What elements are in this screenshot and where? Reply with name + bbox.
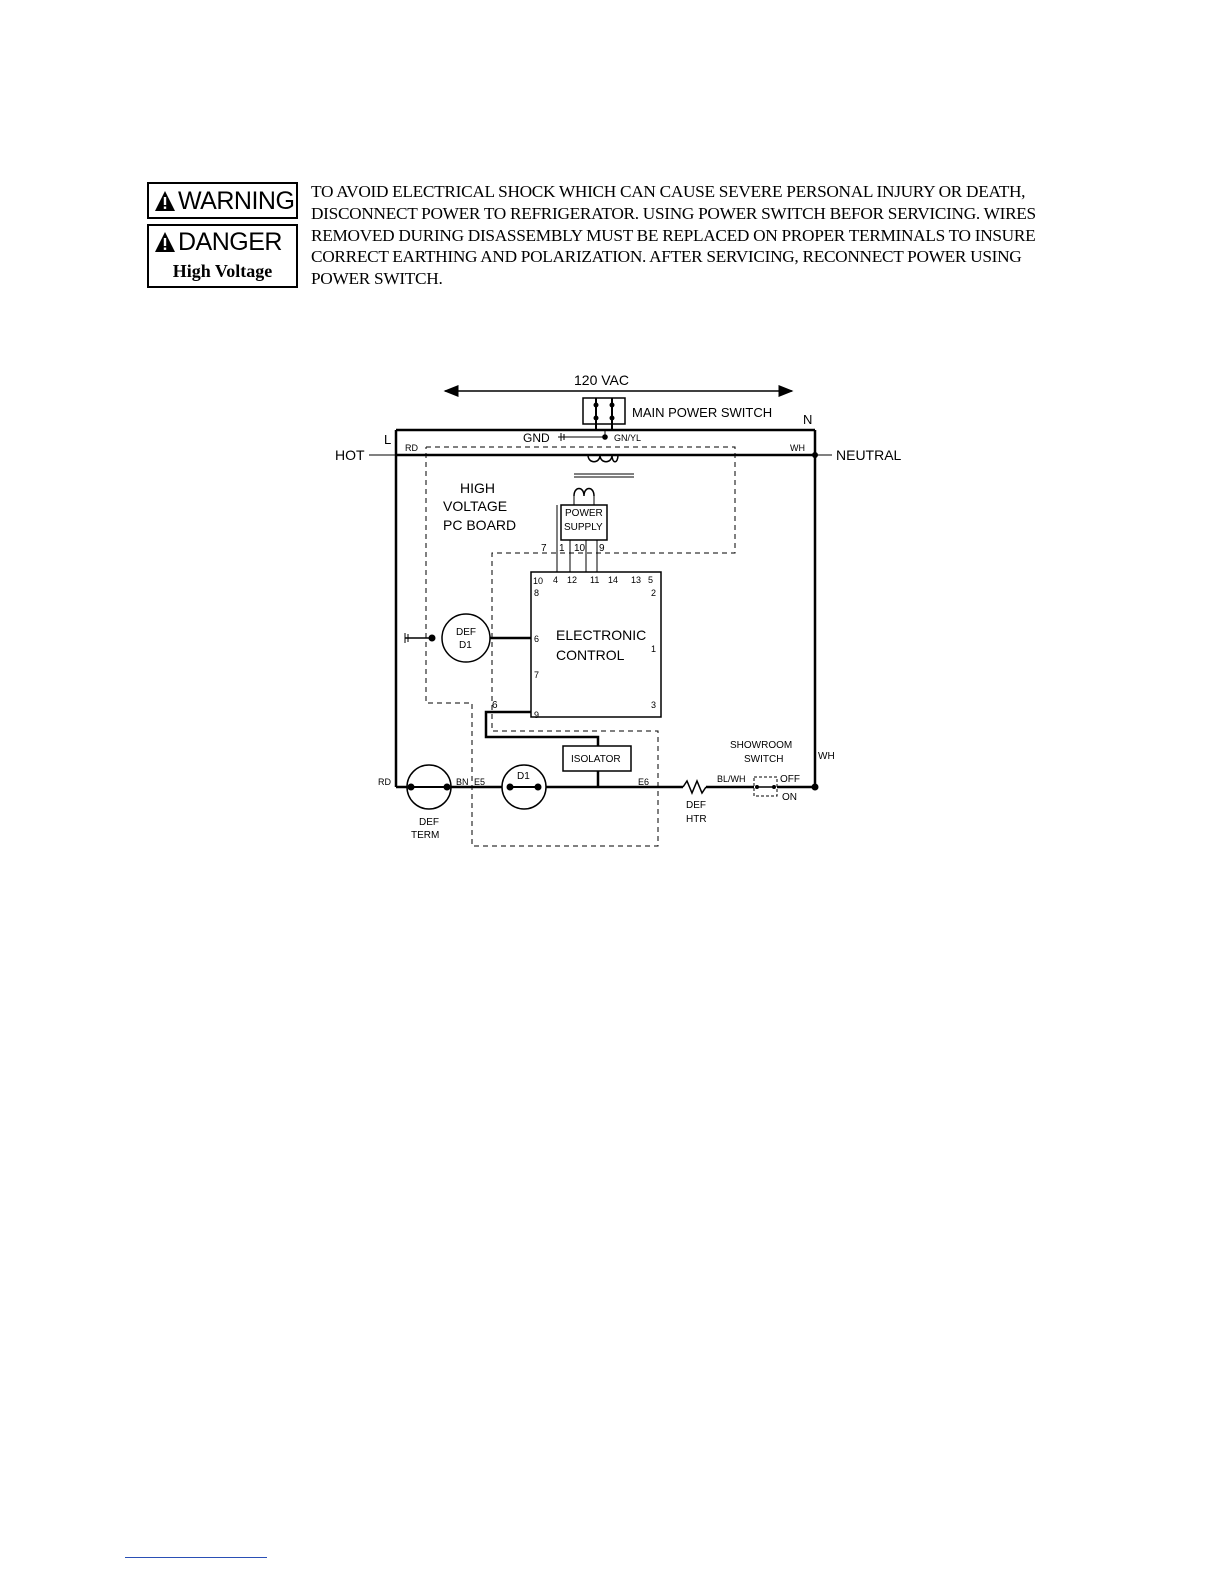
control-pin-label: 4 [553,575,559,585]
control-label-line: ELECTRONIC [556,627,647,643]
switch-contact [594,416,599,421]
ground-node [602,434,608,440]
wh-right-label: WH [818,751,835,762]
def-heater-resistor-icon [683,781,706,793]
electronic-control-box [531,572,661,717]
main-power-switch-label: MAIN POWER SWITCH [632,405,773,420]
def-htr-label-line: HTR [686,814,707,825]
control-pin-label: 2 [651,588,657,598]
showroom-switch-node [755,785,759,789]
control-pin-label: 6 [534,634,540,644]
control-pin-label: 10 [533,576,544,586]
control-pin-label: 9 [534,710,540,720]
ps-pin-label: 9 [599,543,605,554]
warning-line: POWER SWITCH. [311,269,443,289]
ps-pin-label: 10 [574,543,586,554]
control-pin-label: 3 [651,700,657,710]
hv-board-label-line: HIGH [460,480,495,496]
d1-node [507,784,514,791]
neutral-label: NEUTRAL [836,447,902,463]
warning-line: CORRECT EARTHING AND POLARIZATION. AFTER SERVICING, RECONNECT POWER USING [311,247,1022,267]
bottom-right-node [812,784,819,791]
warning-line: DISCONNECT POWER TO REFRIGERATOR. USING POWER SWITCH BEFOR SERVICING. WIRES [311,203,1036,223]
off-label: OFF [780,774,800,785]
neutral-n-label: N [803,412,813,427]
power-supply-label-line: POWER [565,508,603,519]
neutral-node [812,452,818,458]
isolator-label: ISOLATOR [571,754,621,765]
control-label-line: CONTROL [556,647,625,663]
danger-badge-sublabel: High Voltage [172,261,273,281]
def-term-node [444,784,451,791]
e6-label: E6 [638,777,650,787]
sensor-node [429,635,436,642]
def-d1-label-line: DEF [456,627,476,638]
def-htr-label-line: DEF [686,800,706,811]
def-term-label-line: TERM [411,830,440,841]
rd-top-label: RD [405,443,418,453]
voltage-label: 120 VAC [574,372,629,388]
control-pin-label: 7 [534,670,540,680]
ps-pin-label: 7 [541,543,547,554]
rd-bottom-label: RD [378,777,391,787]
power-supply-label-line: SUPPLY [564,522,603,533]
bn-label: BN [456,777,469,787]
hv-board-label-line: PC BOARD [443,517,517,533]
pin6-label: 6 [492,700,498,711]
showroom-switch-label-line: SWITCH [744,754,784,765]
danger-badge-label: DANGER [178,228,282,256]
def-d1-sensor [442,614,490,662]
switch-contact [610,416,615,421]
control-pin-label: 8 [534,588,540,598]
d1-label: D1 [517,771,530,782]
main-power-switch-box [583,398,625,424]
hv-board-label-line: VOLTAGE [443,498,508,514]
def-term-node [408,784,415,791]
control-pin-label: 13 [631,575,642,585]
control-pin-label: 11 [590,575,600,585]
footer-rule [125,1557,267,1558]
d1-node [535,784,542,791]
gnyl-label: GN/YL [614,433,642,443]
warning-line: REMOVED DURING DISASSEMBLY MUST BE REPLACED ON PROPER TERMINALS TO INSURE [311,225,1036,245]
line-l-label: L [384,432,392,447]
blwh-label: BL/WH [717,774,746,784]
showroom-switch-node [772,785,776,789]
showroom-switch-label-line: SHOWROOM [730,740,793,751]
control-pin-label: 1 [651,644,657,654]
transformer-secondary-icon [574,489,594,497]
switch-contact [594,403,599,408]
warning-badge-label: WARNING [178,187,295,215]
e5-label: E5 [474,777,486,787]
wh-top-label: WH [790,443,805,453]
control-pin-label: 14 [608,575,619,585]
def-d1-label-line: D1 [459,640,472,651]
def-term-label-line: DEF [419,817,439,828]
control-pin-label: 5 [648,575,654,585]
ps-pin-label: 1 [559,543,565,554]
switch-contact [610,403,615,408]
gnd-label: GND [523,431,550,445]
on-label: ON [782,792,797,803]
control-pin-label: 12 [567,575,578,585]
hot-label: HOT [335,447,365,463]
warning-line: TO AVOID ELECTRICAL SHOCK WHICH CAN CAUSE SEVERE PERSONAL INJURY OR DEATH, [311,182,1026,201]
